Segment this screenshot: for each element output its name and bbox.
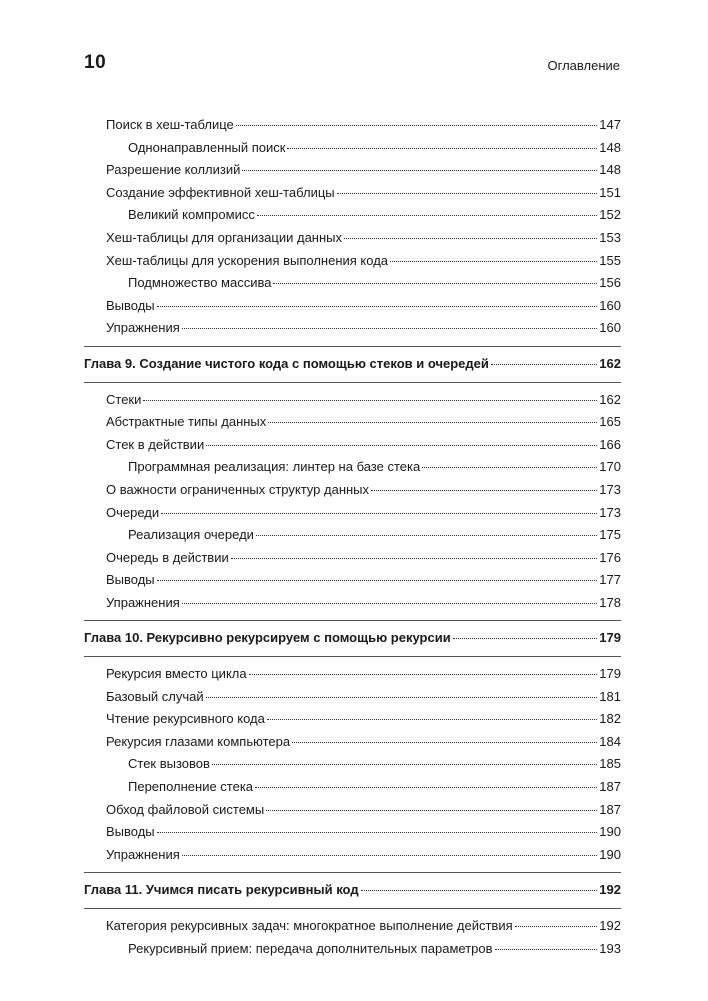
toc-entry-page: 179: [599, 666, 621, 682]
toc-entry-title: Глава 11. Учимся писать рекурсивный код: [84, 882, 359, 898]
chapter-divider: [84, 656, 621, 657]
toc-entry-title: Выводы: [106, 297, 155, 313]
toc-entry-page: 162: [599, 391, 621, 407]
toc-entry-row[interactable]: [84, 753, 621, 776]
toc-entry-title: Упражнения: [106, 846, 180, 862]
toc-entry-page: 187: [599, 801, 621, 817]
toc-entry-row[interactable]: [84, 479, 621, 502]
toc-entry-page: 182: [599, 711, 621, 727]
dot-leader: [422, 467, 597, 468]
dot-leader: [143, 400, 597, 401]
toc-entry-page: 184: [599, 733, 621, 749]
toc-entry-row[interactable]: [84, 411, 621, 434]
toc-entry-page: 151: [599, 184, 621, 200]
toc-entry-title: Очереди: [106, 504, 160, 520]
toc-entry-page: 155: [599, 252, 621, 268]
dot-leader: [515, 926, 598, 927]
toc-entry-row[interactable]: [84, 686, 621, 709]
dot-leader: [206, 697, 598, 698]
toc-entry-title: Хеш-таблицы для ускорения выполнения кода: [106, 252, 389, 268]
toc-entry-row[interactable]: [84, 799, 621, 822]
toc-entry-title: Глава 10. Рекурсивно рекурсируем с помощью рекурсии: [84, 630, 451, 646]
toc-entry-row[interactable]: [84, 708, 621, 731]
toc-entry-page: 170: [599, 459, 621, 475]
toc-entry-page: 162: [599, 355, 621, 371]
toc-entry-page: 166: [599, 436, 621, 452]
toc-entry-row[interactable]: [84, 915, 621, 938]
toc-entry-page: 160: [599, 297, 621, 313]
dot-leader: [161, 513, 597, 514]
toc-entry-title: Рекурсия глазами компьютера: [106, 733, 291, 749]
dot-leader: [255, 787, 597, 788]
toc-entry-title: Хеш-таблицы для организации данных: [106, 229, 343, 245]
toc-entry-title: Очередь в действии: [106, 549, 229, 565]
toc-entry-page: 187: [599, 779, 621, 795]
toc-entry-page: 192: [599, 918, 621, 933]
toc-entry-row[interactable]: [84, 137, 621, 160]
toc-entry-row[interactable]: [84, 844, 621, 867]
toc-entry-title: Глава 9. Создание чистого кода с помощью стеков и очередей: [84, 355, 489, 371]
dot-leader: [495, 949, 598, 950]
toc-entry-title: Абстрактные типы данных: [106, 414, 267, 430]
toc-entry-page: 175: [599, 527, 621, 543]
toc-entry-row[interactable]: [84, 731, 621, 754]
dot-leader: [182, 328, 598, 329]
chapter-divider: [84, 346, 621, 347]
toc-entry-row[interactable]: [84, 317, 621, 340]
toc-entry-title: Поиск в хеш-таблице: [106, 117, 234, 132]
toc-entry-title: Упражнения: [106, 594, 180, 610]
toc-entry-title: Рекурсивный прием: передача дополнительных параметров: [128, 940, 493, 956]
toc-entry-title: Разрешение коллизий: [106, 162, 241, 178]
running-head: Оглавление: [547, 58, 620, 73]
toc-entry-row[interactable]: [84, 938, 621, 961]
chapter-divider: [84, 620, 621, 621]
chapter-divider: [84, 382, 621, 383]
dot-leader: [273, 283, 597, 284]
toc-entry-row[interactable]: [84, 250, 621, 273]
dot-leader: [268, 422, 597, 423]
toc-entry-page: 152: [599, 207, 621, 223]
toc-entry-title: Стек в действии: [106, 436, 205, 452]
toc-entry-page: 156: [599, 275, 621, 291]
dot-leader: [249, 674, 598, 675]
toc-entry-row[interactable]: [84, 227, 621, 250]
toc-entry-row[interactable]: [84, 592, 621, 615]
toc-entry-page: 153: [599, 229, 621, 245]
dot-leader: [236, 125, 598, 126]
toc-entry-title: Выводы: [106, 824, 155, 840]
toc-entry-page: 173: [599, 504, 621, 520]
toc-entry-title: Переполнение стека: [128, 779, 254, 795]
dot-leader: [390, 261, 597, 262]
toc-entry-title: Категория рекурсивных задач: многократное выполнение действия: [106, 918, 513, 933]
toc-entry-row[interactable]: [84, 502, 621, 525]
toc-entry-row[interactable]: [84, 524, 621, 547]
toc-entry-page: 179: [599, 630, 621, 646]
toc-entry-title: Стеки: [106, 391, 142, 407]
toc-entry-row[interactable]: [84, 295, 621, 318]
toc-entry-title: Подмножество массива: [128, 275, 272, 291]
dot-leader: [157, 306, 598, 307]
toc-entry-page: 190: [599, 846, 621, 862]
toc-entry-page: 160: [599, 320, 621, 336]
dot-leader: [266, 810, 597, 811]
toc-entry-row[interactable]: [84, 547, 621, 570]
toc-entry-title: Обход файловой системы: [106, 801, 265, 817]
toc-entry-row[interactable]: [84, 272, 621, 295]
dot-leader: [231, 558, 598, 559]
dot-leader: [337, 193, 598, 194]
toc-entry-page: 185: [599, 756, 621, 772]
toc-entry-row[interactable]: [84, 434, 621, 457]
toc-entry-page: 192: [599, 882, 621, 898]
toc-entry-title: Упражнения: [106, 320, 180, 336]
toc-entry-title: Базовый случай: [106, 688, 204, 704]
toc-entry-title: Однонаправленный поиск: [128, 139, 286, 155]
toc-entry-page: 178: [599, 594, 621, 610]
dot-leader: [344, 238, 597, 239]
dot-leader: [212, 764, 597, 765]
dot-leader: [182, 855, 598, 856]
toc-entry-row[interactable]: [84, 569, 621, 592]
dot-leader: [267, 719, 597, 720]
toc-entry-row[interactable]: [84, 114, 621, 137]
toc-entry-page: 190: [599, 824, 621, 840]
toc-entry-title: Реализация очереди: [128, 527, 254, 543]
toc-entry-title: Программная реализация: линтер на базе стека: [128, 459, 421, 475]
toc-entry-row[interactable]: [84, 182, 621, 205]
toc-entry-row[interactable]: [84, 456, 621, 479]
toc-entry-page: 165: [599, 414, 621, 430]
toc-entry-page: 147: [599, 117, 621, 132]
toc-entry-title: Рекурсия вместо цикла: [106, 666, 247, 682]
dot-leader: [491, 364, 597, 365]
dot-leader: [242, 170, 597, 171]
toc-entry-page: 176: [599, 549, 621, 565]
toc-entry-row[interactable]: [84, 159, 621, 182]
toc-entry-row[interactable]: [84, 663, 621, 686]
dot-leader: [453, 638, 598, 639]
toc-chapter-row[interactable]: [84, 353, 621, 376]
toc-entry-row[interactable]: [84, 204, 621, 227]
table-of-contents: [84, 114, 621, 960]
toc-entry-page: 173: [599, 481, 621, 497]
toc-entry-title: Создание эффективной хеш-таблицы: [106, 184, 335, 200]
toc-entry-row[interactable]: [84, 389, 621, 412]
toc-entry-page: 193: [599, 940, 621, 956]
toc-entry-title: О важности ограниченных структур данных: [106, 481, 370, 497]
toc-entry-row[interactable]: [84, 776, 621, 799]
toc-chapter-row[interactable]: [84, 627, 621, 650]
dot-leader: [257, 215, 597, 216]
dot-leader: [287, 148, 597, 149]
chapter-divider: [84, 872, 621, 873]
dot-leader: [361, 890, 598, 891]
toc-entry-page: 177: [599, 572, 621, 588]
chapter-divider: [84, 908, 621, 909]
dot-leader: [157, 832, 598, 833]
toc-entry-page: 181: [599, 688, 621, 704]
toc-entry-title: Великий компромисс: [128, 207, 255, 223]
toc-entry-title: Выводы: [106, 572, 155, 588]
dot-leader: [182, 603, 598, 604]
dot-leader: [157, 580, 598, 581]
toc-entry-title: Чтение рекурсивного кода: [106, 711, 265, 727]
toc-entry-row[interactable]: [84, 821, 621, 844]
dot-leader: [371, 490, 597, 491]
dot-leader: [292, 742, 597, 743]
toc-entry-page: 148: [599, 162, 621, 178]
dot-leader: [256, 535, 597, 536]
toc-entry-page: 148: [599, 139, 621, 155]
toc-entry-title: Стек вызовов: [128, 756, 210, 772]
dot-leader: [206, 445, 597, 446]
toc-chapter-row[interactable]: [84, 879, 621, 902]
page-number: 10: [84, 52, 107, 73]
